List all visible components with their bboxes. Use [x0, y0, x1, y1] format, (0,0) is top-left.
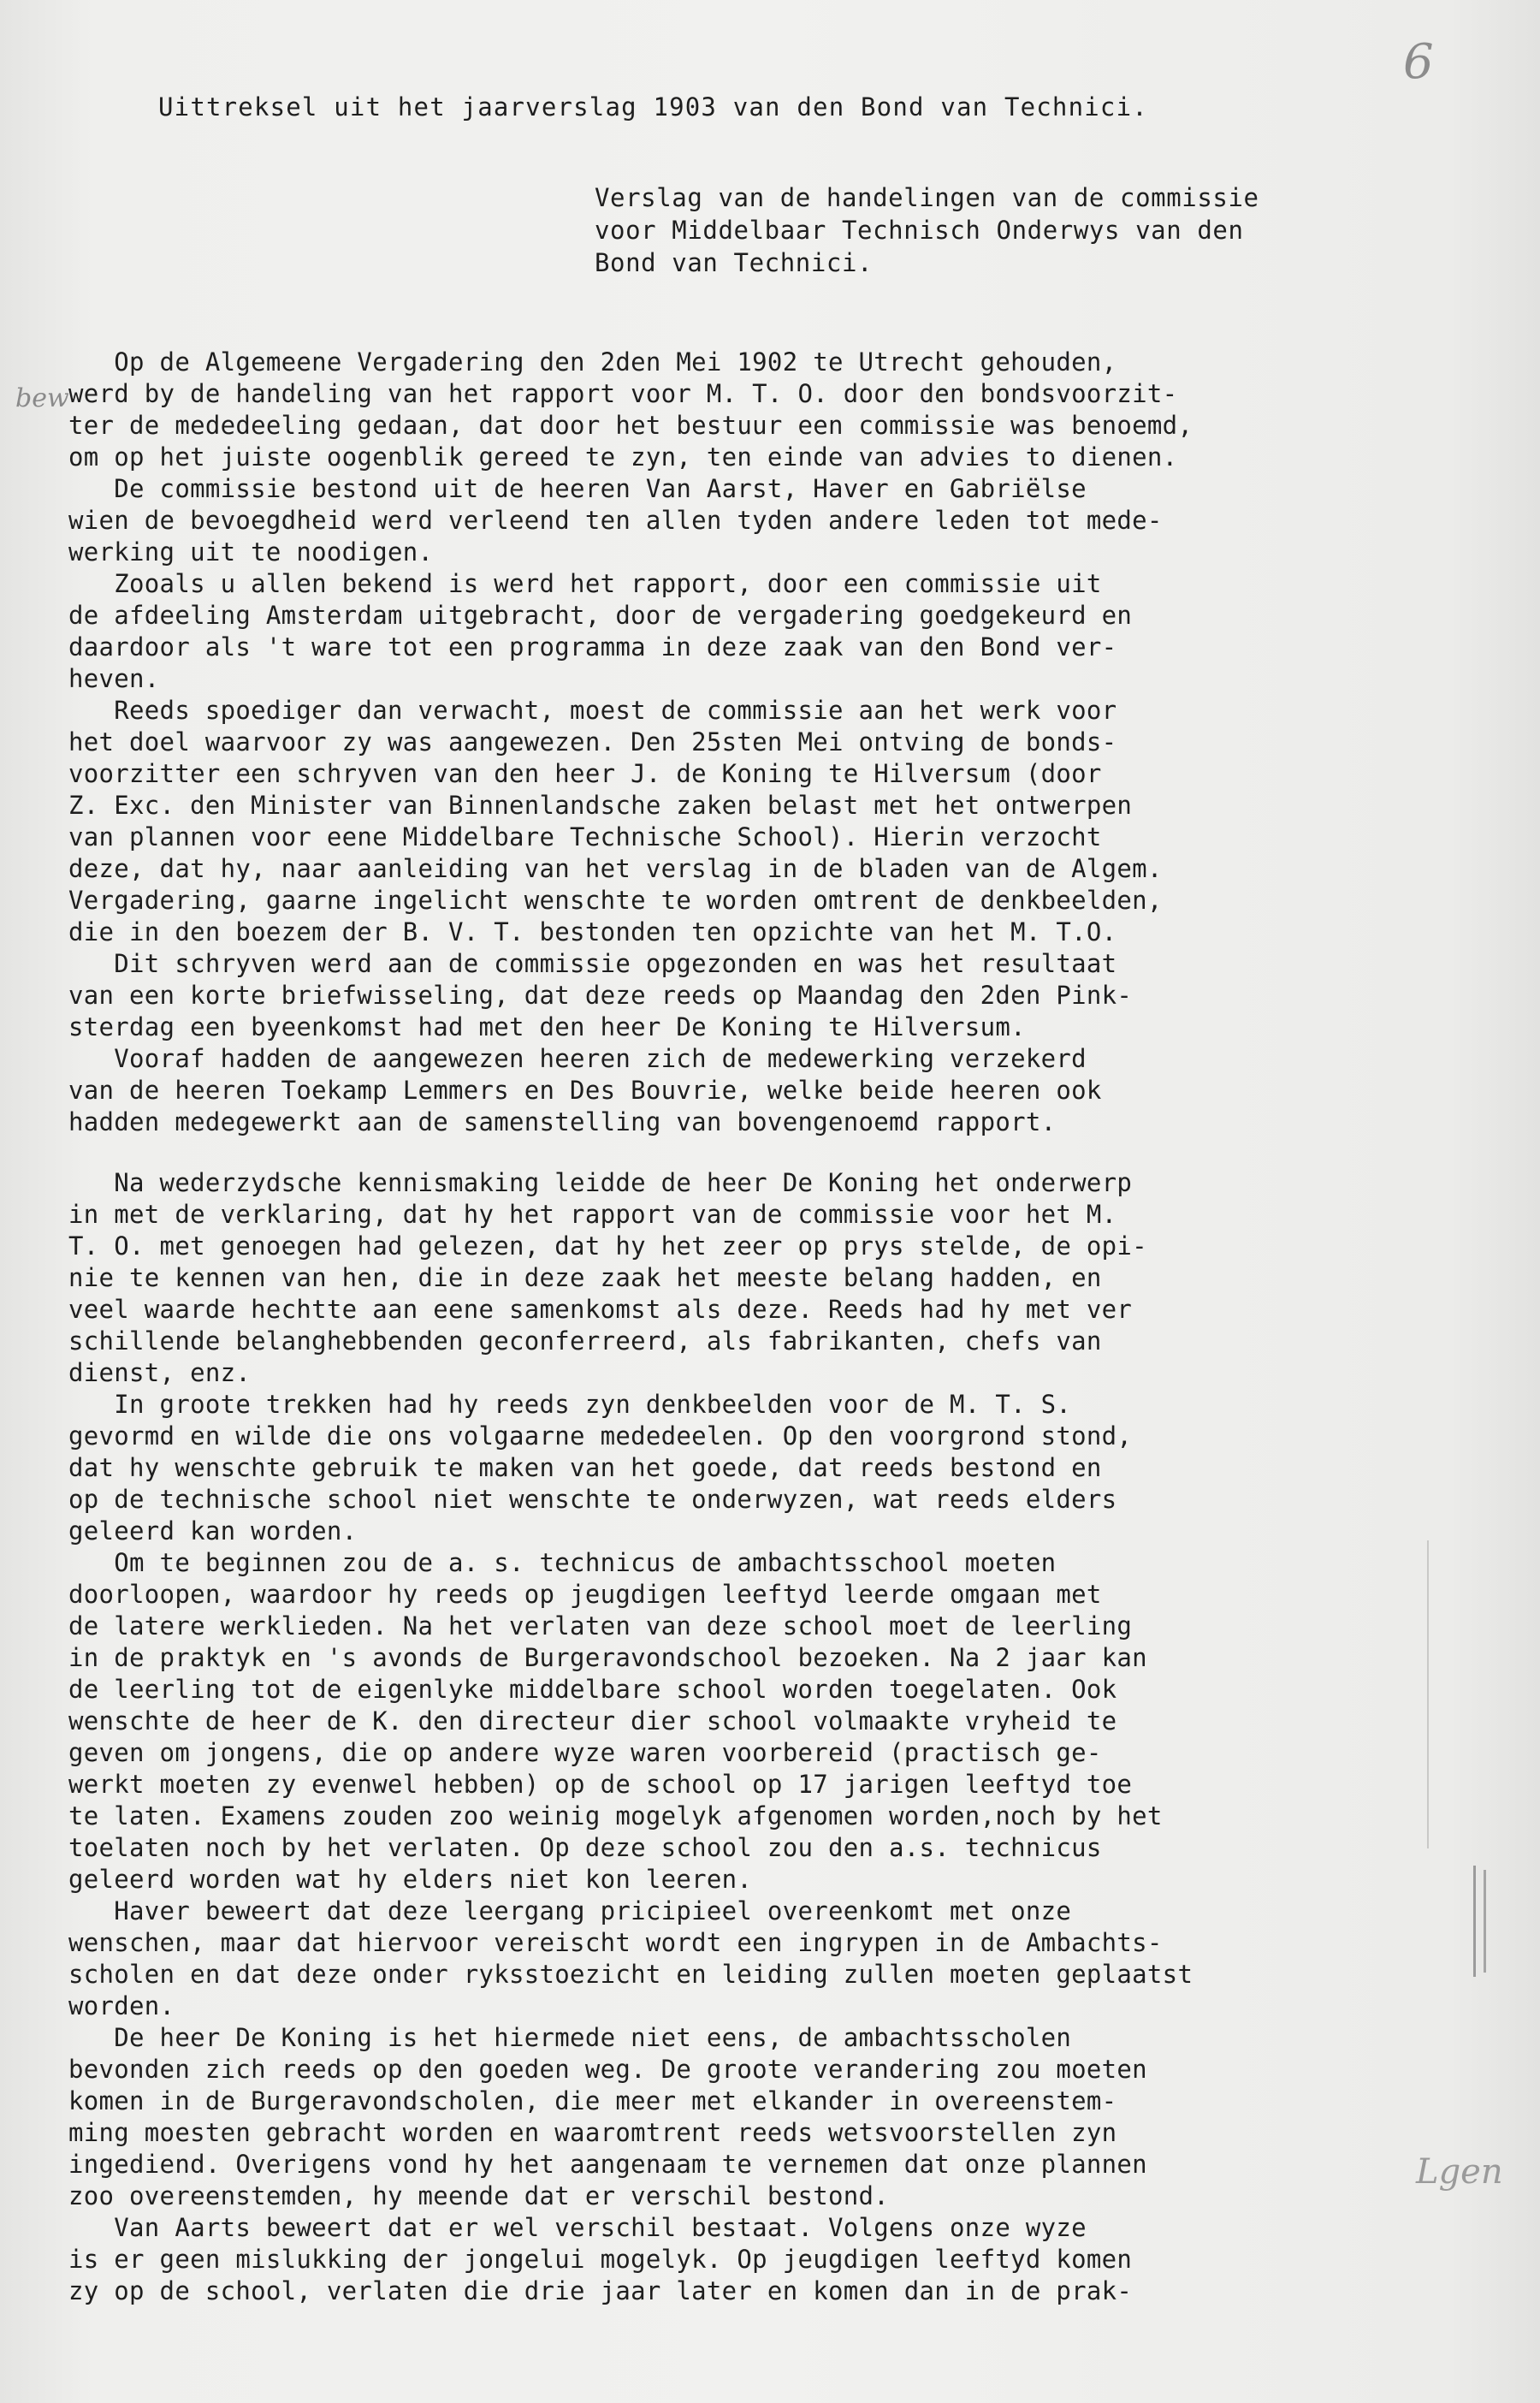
- text-line: wenschte de heer de K. den directeur dier school volmaakte vryheid te: [68, 1706, 1117, 1736]
- text-line: die in den boezem der B. V. T. bestonden ten opzichte van het M. T.O.: [68, 917, 1117, 946]
- text-line: Dit schryven werd aan de commissie opgezonden en was het resultaat: [68, 949, 1117, 978]
- page-number: 6: [1403, 34, 1434, 90]
- text-line: Van Aarts beweert dat er wel verschil bestaat. Volgens onze wyze: [68, 2213, 1087, 2242]
- text-line: geven om jongens, die op andere wyze waren voorbereid (practisch ge-: [68, 1738, 1102, 1767]
- text-line: wenschen, maar dat hiervoor vereischt wordt een ingrypen in de Ambachts-: [68, 1928, 1163, 1957]
- text-line: geleerd worden wat hy elders niet kon leeren.: [68, 1865, 753, 1894]
- text-line: T. O. met genoegen had gelezen, dat hy het zeer op prys stelde, de opi-: [68, 1231, 1147, 1261]
- text-line: komen in de Burgeravondscholen, die meer met elkander in overeenstem-: [68, 2086, 1117, 2115]
- text-line: schillende belanghebbenden geconferreerd, als fabrikanten, chefs van: [68, 1326, 1102, 1356]
- text-line: deze, dat hy, naar aanleiding van het verslag in de bladen van de Algem.: [68, 854, 1163, 883]
- text-line: werking uit te noodigen.: [68, 537, 434, 567]
- text-line: Vergadering, gaarne ingelicht wenschte te worden omtrent de denkbeelden,: [68, 886, 1163, 915]
- body-section-2: [68, 1167, 1193, 2307]
- text-line: dienst, enz.: [68, 1358, 252, 1387]
- text-line: in de praktyk en 's avonds de Burgeravondschool bezoeken. Na 2 jaar kan: [68, 1643, 1147, 1672]
- margin-pencil-mark: [1484, 1870, 1486, 1973]
- text-line: de afdeeling Amsterdam uitgebracht, door de vergadering goedgekeurd en: [68, 601, 1133, 630]
- text-line: het doel waarvoor zy was aangewezen. Den 25sten Mei ontving de bonds-: [68, 727, 1117, 756]
- document-subtitle: [595, 181, 1259, 279]
- text-line: op de technische school niet wenschte te onderwyzen, wat reeds elders: [68, 1485, 1117, 1514]
- text-line: zoo overeenstemden, hy meende dat er verschil bestond.: [68, 2181, 890, 2210]
- text-line: voorzitter een schryven van den heer J. de Koning te Hilversum (door: [68, 759, 1102, 788]
- text-line: worden.: [68, 1991, 175, 2020]
- text-line: Zooals u allen bekend is werd het rapport, door een commissie uit: [68, 569, 1102, 598]
- text-line: heven.: [68, 664, 160, 693]
- text-line: veel waarde hechtte aan eene samenkomst als deze. Reeds had hy met ver: [68, 1295, 1133, 1324]
- text-line: om op het juiste oogenblik gereed te zyn, ten einde van advies to dienen.: [68, 442, 1178, 472]
- text-line: werkt moeten zy evenwel hebben) op de school op 17 jarigen leeftyd toe: [68, 1770, 1133, 1799]
- text-line: Haver beweert dat deze leergang pricipieel overeenkomt met onze: [68, 1896, 1072, 1925]
- text-line: Reeds spoediger dan verwacht, moest de commissie aan het werk voor: [68, 696, 1117, 725]
- text-line: zy op de school, verlaten die drie jaar later en komen dan in de prak-: [68, 2276, 1133, 2305]
- body-section-1: [68, 347, 1193, 1138]
- text-line: Om te beginnen zou de a. s. technicus de ambachtsschool moeten: [68, 1548, 1057, 1577]
- text-line: Op de Algemeene Vergadering den 2den Mei 1902 te Utrecht gehouden,: [68, 347, 1117, 377]
- text-line: ming moesten gebracht worden en waaromtrent reeds wetsvoorstellen zyn: [68, 2118, 1117, 2147]
- text-line: ter de mededeeling gedaan, dat door het bestuur een commissie was benoemd,: [68, 411, 1194, 440]
- section-gap: [68, 1138, 1193, 1167]
- text-line: toelaten noch by het verlaten. Op deze school zou den a.s. technicus: [68, 1833, 1102, 1862]
- text-line: wien de bevoegdheid werd verleend ten allen tyden andere leden tot mede-: [68, 506, 1163, 535]
- margin-pencil-mark: [1473, 1866, 1476, 1977]
- document-title: Uittreksel uit het jaarverslag 1903 van den Bond van Technici.: [158, 92, 1148, 122]
- subtitle-line: Verslag van de handelingen van de commissie: [595, 183, 1259, 212]
- text-line: de latere werklieden. Na het verlaten van deze school moet de leerling: [68, 1611, 1133, 1641]
- text-line: Na wederzydsche kennismaking leidde de heer De Koning het onderwerp: [68, 1168, 1133, 1197]
- text-line: de leerling tot de eigenlyke middelbare school worden toegelaten. Ook: [68, 1675, 1117, 1704]
- text-line: De heer De Koning is het hiermede niet eens, de ambachtsscholen: [68, 2023, 1072, 2052]
- text-line: hadden medegewerkt aan de samenstelling van bovengenoemd rapport.: [68, 1107, 1057, 1136]
- text-line: is er geen mislukking der jongelui mogelyk. Op jeugdigen leeftyd komen: [68, 2245, 1133, 2274]
- text-line: werd by de handeling van het rapport voor M. T. O. door den bondsvoorzit-: [68, 379, 1178, 408]
- text-line: In groote trekken had hy reeds zyn denkbeelden voor de M. T. S.: [68, 1390, 1072, 1419]
- text-line: doorloopen, waardoor hy reeds op jeugdigen leeftyd leerde omgaan met: [68, 1580, 1102, 1609]
- margin-pencil-mark: [1427, 1540, 1429, 1848]
- document-body: [68, 347, 1193, 2307]
- text-line: te laten. Examens zouden zoo weinig mogelyk afgenomen worden,noch by het: [68, 1801, 1163, 1830]
- margin-note-left: bew: [15, 383, 69, 413]
- text-line: Vooraf hadden de aangewezen heeren zich de medewerking verzekerd: [68, 1044, 1087, 1073]
- text-line: van plannen voor eene Middelbare Technische School). Hierin verzocht: [68, 822, 1102, 851]
- text-line: scholen en dat deze onder ryksstoezicht en leiding zullen moeten geplaatst: [68, 1960, 1194, 1989]
- text-line: bevonden zich reeds op den goeden weg. De groote verandering zou moeten: [68, 2055, 1147, 2084]
- text-line: De commissie bestond uit de heeren Van Aarst, Haver en Gabriëlse: [68, 474, 1087, 503]
- text-line: geleerd kan worden.: [68, 1516, 358, 1546]
- text-line: daardoor als 't ware tot een programma in deze zaak van den Bond ver-: [68, 632, 1117, 662]
- text-line: Z. Exc. den Minister van Binnenlandsche zaken belast met het ontwerpen: [68, 791, 1133, 820]
- text-line: gevormd en wilde die ons volgaarne mededeelen. Op den voorgrond stond,: [68, 1421, 1133, 1451]
- subtitle-line: voor Middelbaar Technisch Onderwys van den: [595, 216, 1244, 245]
- text-line: van de heeren Toekamp Lemmers en Des Bouvrie, welke beide heeren ook: [68, 1076, 1102, 1105]
- text-line: sterdag een byeenkomst had met den heer De Koning te Hilversum.: [68, 1012, 1026, 1041]
- text-line: in met de verklaring, dat hy het rapport van de commissie voor het M.: [68, 1200, 1117, 1229]
- text-line: van een korte briefwisseling, dat deze reeds op Maandag den 2den Pink-: [68, 981, 1133, 1010]
- text-line: ingediend. Overigens vond hy het aangenaam te vernemen dat onze plannen: [68, 2150, 1147, 2179]
- text-line: nie te kennen van hen, die in deze zaak het meeste belang hadden, en: [68, 1263, 1102, 1292]
- text-line: dat hy wenschte gebruik te maken van het goede, dat reeds bestond en: [68, 1453, 1102, 1482]
- margin-note-right: Lgen: [1416, 2152, 1503, 2192]
- subtitle-line: Bond van Technici.: [595, 248, 874, 277]
